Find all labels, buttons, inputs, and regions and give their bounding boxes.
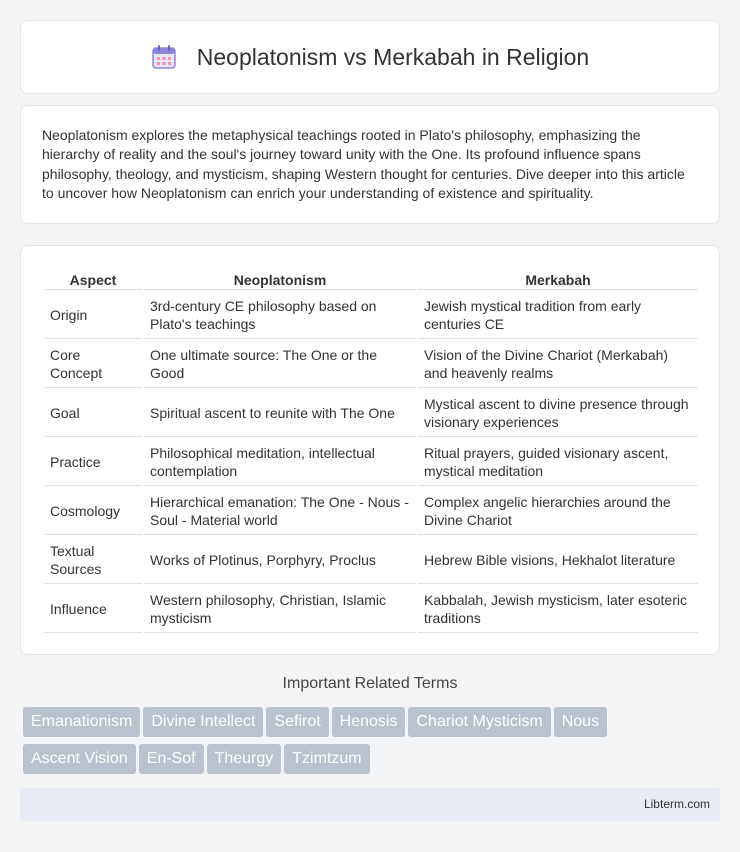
related-term-tag[interactable]: Ascent Vision <box>23 744 136 774</box>
row-merkabah: Hebrew Bible visions, Hekhalot literature <box>418 537 698 584</box>
table-row <box>44 341 698 388</box>
comparison-table <box>42 268 700 635</box>
related-term-tag[interactable]: Emanationism <box>23 707 140 737</box>
row-neoplatonism: Western philosophy, Christian, Islamic mysticism <box>144 586 416 633</box>
related-term-tag[interactable]: Tzimtzum <box>284 744 369 774</box>
header-merkabah: Merkabah <box>418 270 698 290</box>
table-row <box>44 292 698 339</box>
table-row <box>44 439 698 486</box>
related-term-tag[interactable]: Theurgy <box>207 744 282 774</box>
row-aspect: Cosmology <box>44 488 142 535</box>
row-merkabah: Ritual prayers, guided visionary ascent, mystical meditation <box>418 439 698 486</box>
row-merkabah: Mystical ascent to divine presence through visionary experiences <box>418 390 698 437</box>
row-aspect: Goal <box>44 390 142 437</box>
row-neoplatonism: Philosophical meditation, intellectual contemplation <box>144 439 416 486</box>
row-neoplatonism: One ultimate source: The One or the Good <box>144 341 416 388</box>
row-neoplatonism: Hierarchical emanation: The One - Nous - Soul - Material world <box>144 488 416 535</box>
comparison-card <box>20 245 720 655</box>
row-aspect: Influence <box>44 586 142 633</box>
related-term-tag[interactable]: En-Sof <box>139 744 204 774</box>
row-merkabah: Jewish mystical tradition from early centuries CE <box>418 292 698 339</box>
row-aspect: Origin <box>44 292 142 339</box>
row-aspect: Practice <box>44 439 142 486</box>
row-merkabah: Complex angelic hierarchies around the Divine Chariot <box>418 488 698 535</box>
table-row <box>44 537 698 584</box>
table-row <box>44 390 698 437</box>
related-term-tag[interactable]: Henosis <box>332 707 406 737</box>
row-neoplatonism: Works of Plotinus, Porphyry, Proclus <box>144 537 416 584</box>
related-term-tag[interactable]: Divine Intellect <box>143 707 263 737</box>
related-term-tag[interactable]: Chariot Mysticism <box>408 707 550 737</box>
related-term-tag[interactable]: Sefirot <box>266 707 328 737</box>
related-term-tag[interactable]: Nous <box>554 707 607 737</box>
footer-site-link[interactable]: Libterm.com <box>643 797 710 811</box>
row-neoplatonism: Spiritual ascent to reunite with The One <box>144 390 416 437</box>
related-terms-list <box>23 707 723 781</box>
intro-text: Neoplatonism explores the metaphysical teachings rooted in Plato's philosophy, emphasizing the hierarchy of reality and the soul's journey toward unity with the One. Its profound influence spans philosophy, theology, and mysticism, shaping Western thought for centuries. Dive deeper into this article to uncover how Neoplatonism can enrich your understanding of existence and spirituality. <box>42 127 685 202</box>
related-terms-title: Important Related Terms <box>282 675 458 692</box>
row-merkabah: Kabbalah, Jewish mysticism, later esoteric traditions <box>418 586 698 633</box>
header-neoplatonism: Neoplatonism <box>144 270 416 290</box>
header-aspect: Aspect <box>44 270 142 290</box>
table-row <box>44 586 698 633</box>
row-aspect: Core Concept <box>44 341 142 388</box>
row-aspect: Textual Sources <box>44 537 142 584</box>
intro-card <box>20 105 720 224</box>
calendar-icon <box>151 44 177 70</box>
footer <box>20 788 720 821</box>
row-neoplatonism: 3rd-century CE philosophy based on Plato's teachings <box>144 292 416 339</box>
table-row <box>44 488 698 535</box>
header-card <box>20 20 720 94</box>
table-header-row <box>44 270 698 290</box>
page-title: Neoplatonism vs Merkabah in Religion <box>196 43 590 70</box>
row-merkabah: Vision of the Divine Chariot (Merkabah) and heavenly realms <box>418 341 698 388</box>
